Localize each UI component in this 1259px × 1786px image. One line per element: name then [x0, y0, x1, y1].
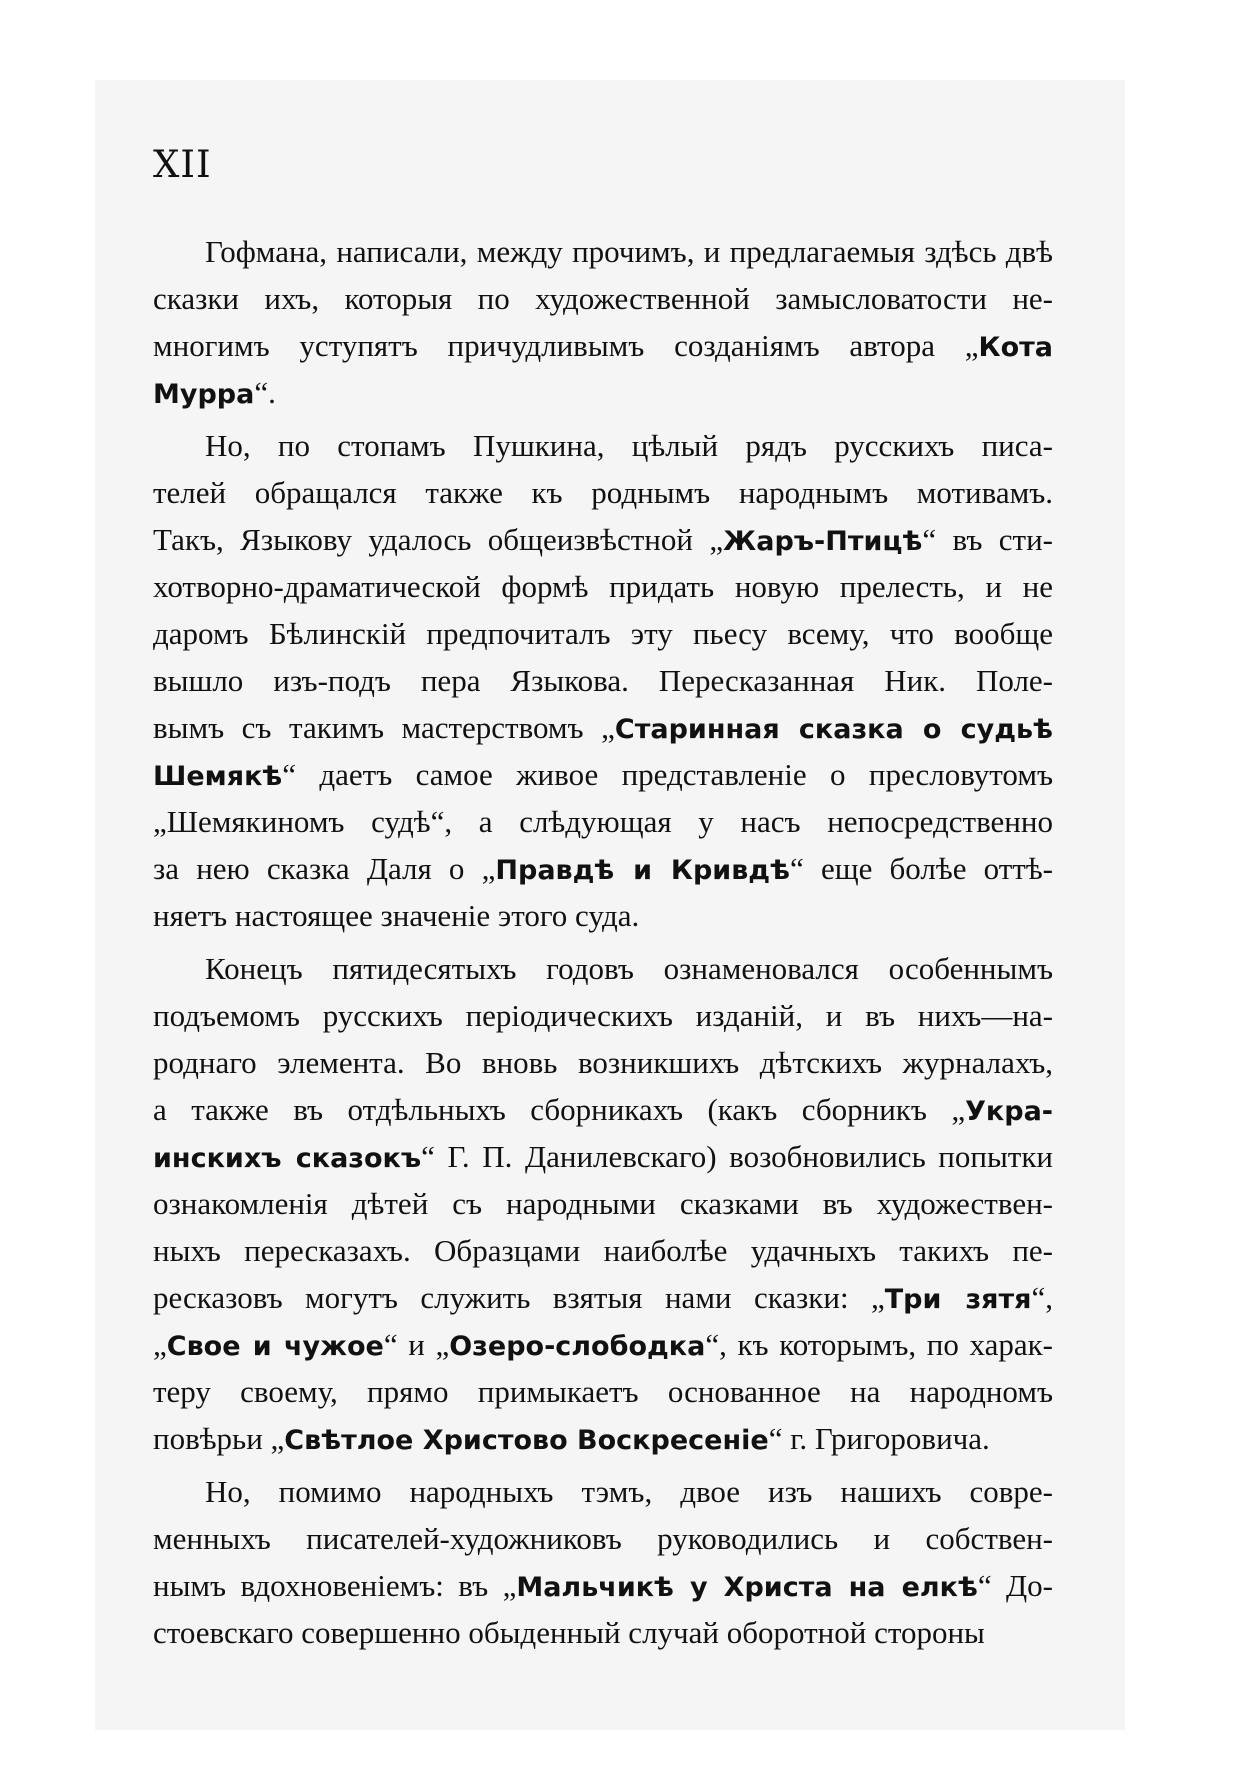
bold-title: инскихъ сказокъ [153, 1143, 422, 1174]
text-run: “ въ сти- [922, 522, 1054, 557]
bold-title: Мурра [153, 379, 255, 410]
text-line [153, 1227, 1053, 1274]
text-run: Гофмана, написали, между прочимъ, и предлагаемыя здѣсь двѣ [205, 234, 1053, 269]
text-run: сказки ихъ, которыя по художественной замысловатости не- [153, 281, 1053, 316]
text-line [153, 369, 1053, 416]
text-line [153, 322, 1053, 369]
text-run: “. [254, 375, 276, 410]
text-run: стоевскаго совершенно обыденный случай оборотной стороны [153, 1615, 985, 1650]
text-run: “, къ которымъ, по харак- [705, 1327, 1053, 1362]
text-run: “ даетъ самое живое представленіе о пресловутомъ [282, 757, 1053, 792]
text-run: “ До- [977, 1568, 1053, 1603]
text-run: вышло изъ-подъ пера Языкова. Пересказанная Ник. Поле- [153, 663, 1053, 698]
text-line [153, 798, 1053, 845]
bold-title: Три зятя [884, 1284, 1032, 1315]
text-run: телей обращался также къ роднымъ народнымъ мотивамъ. [153, 475, 1053, 510]
text-line [153, 1086, 1053, 1133]
bold-title: Жаръ-Птицѣ [723, 526, 923, 557]
text-line [153, 1562, 1053, 1609]
text-line [153, 704, 1053, 751]
text-line [153, 275, 1053, 322]
text-run: “ г. Григоровича. [768, 1421, 990, 1456]
text-run: “ Г. П. Данилевскаго) возобновились попытки [421, 1139, 1053, 1174]
page-number: XII [153, 143, 212, 186]
bold-title: Мальчикѣ у Христа на елкѣ [516, 1572, 978, 1603]
text-run: ныхъ пересказахъ. Образцами наиболѣе удачныхъ такихъ пе- [153, 1233, 1053, 1268]
text-line [153, 1039, 1053, 1086]
text-run: ознакомленія дѣтей съ народными сказками въ художествен- [153, 1186, 1053, 1221]
bold-title: Озеро-слободка [449, 1331, 706, 1362]
text-line [153, 1468, 1053, 1515]
text-run: подъемомъ русскихъ періодическихъ изданій, и въ нихъ—на- [153, 998, 1053, 1033]
text-line [153, 1274, 1053, 1321]
text-line [153, 1133, 1053, 1180]
text-line [153, 516, 1053, 563]
text-run: „ [153, 1327, 167, 1362]
text-run: а также въ отдѣльныхъ сборникахъ (какъ сборникъ „ [153, 1092, 966, 1127]
text-line [153, 892, 1053, 939]
text-line [153, 1609, 1053, 1656]
text-run: няетъ настоящее значеніе этого суда. [153, 898, 640, 933]
text-line [153, 610, 1053, 657]
text-line [153, 1180, 1053, 1227]
text-run: хотворно-драматической формѣ придать новую прелесть, и не [153, 569, 1053, 604]
body-text [153, 228, 1053, 1656]
text-run: “, [1031, 1280, 1054, 1315]
text-line [153, 1515, 1053, 1562]
text-line [153, 945, 1053, 992]
text-line [153, 845, 1053, 892]
text-line [153, 751, 1053, 798]
text-run: теру своему, прямо примыкаетъ основанное на народномъ [153, 1374, 1053, 1409]
text-line [153, 657, 1053, 704]
bold-title: Старинная сказка о судьѣ [614, 714, 1053, 745]
text-run: „Шемякиномъ судѣ“, а слѣдующая у насъ непосредственно [153, 804, 1053, 839]
text-run: даромъ Бѣлинскій предпочиталъ эту пьесу всему, что вообще [153, 616, 1053, 651]
text-run: “ и „ [383, 1327, 450, 1362]
text-run: менныхъ писателей-художниковъ руководились и собствен- [153, 1521, 1053, 1556]
text-run: Но, по стопамъ Пушкина, цѣлый рядъ русскихъ писа- [205, 428, 1053, 463]
bold-title: Свѣтлое Христово Воскресеніе [284, 1425, 769, 1456]
bold-title: Кота [978, 332, 1053, 363]
bold-title: Шемякѣ [153, 761, 283, 792]
text-line [153, 1368, 1053, 1415]
text-line [153, 992, 1053, 1039]
text-line [153, 1415, 1053, 1462]
text-line [153, 563, 1053, 610]
text-run: Такъ, Языкову удалось общеизвѣстной „ [153, 522, 724, 557]
text-run: повѣрьи „ [153, 1421, 285, 1456]
text-line [153, 1321, 1053, 1368]
text-run: Но, помимо народныхъ тэмъ, двое изъ нашихъ совре- [205, 1474, 1053, 1509]
text-line [153, 422, 1053, 469]
text-run: многимъ уступятъ причудливымъ созданіямъ автора „ [153, 328, 979, 363]
bold-title: Укра- [965, 1096, 1053, 1127]
text-run: ресказовъ могутъ служить взятыя нами сказки: „ [153, 1280, 885, 1315]
text-run: Конецъ пятидесятыхъ годовъ ознаменовался особеннымъ [205, 951, 1053, 986]
text-run: вымъ съ такимъ мастерствомъ „ [153, 710, 615, 745]
text-run: нымъ вдохновеніемъ: въ „ [153, 1568, 517, 1603]
text-line [153, 228, 1053, 275]
text-line [153, 469, 1053, 516]
text-run: “ еще болѣе оттѣ- [789, 851, 1053, 886]
bold-title: Правдѣ и Кривдѣ [495, 855, 790, 886]
text-run: за нею сказка Даля о „ [153, 851, 496, 886]
text-run: роднаго элемента. Во вновь возникшихъ дѣтскихъ журналахъ, [153, 1045, 1053, 1080]
bold-title: Свое и чужое [166, 1331, 384, 1362]
